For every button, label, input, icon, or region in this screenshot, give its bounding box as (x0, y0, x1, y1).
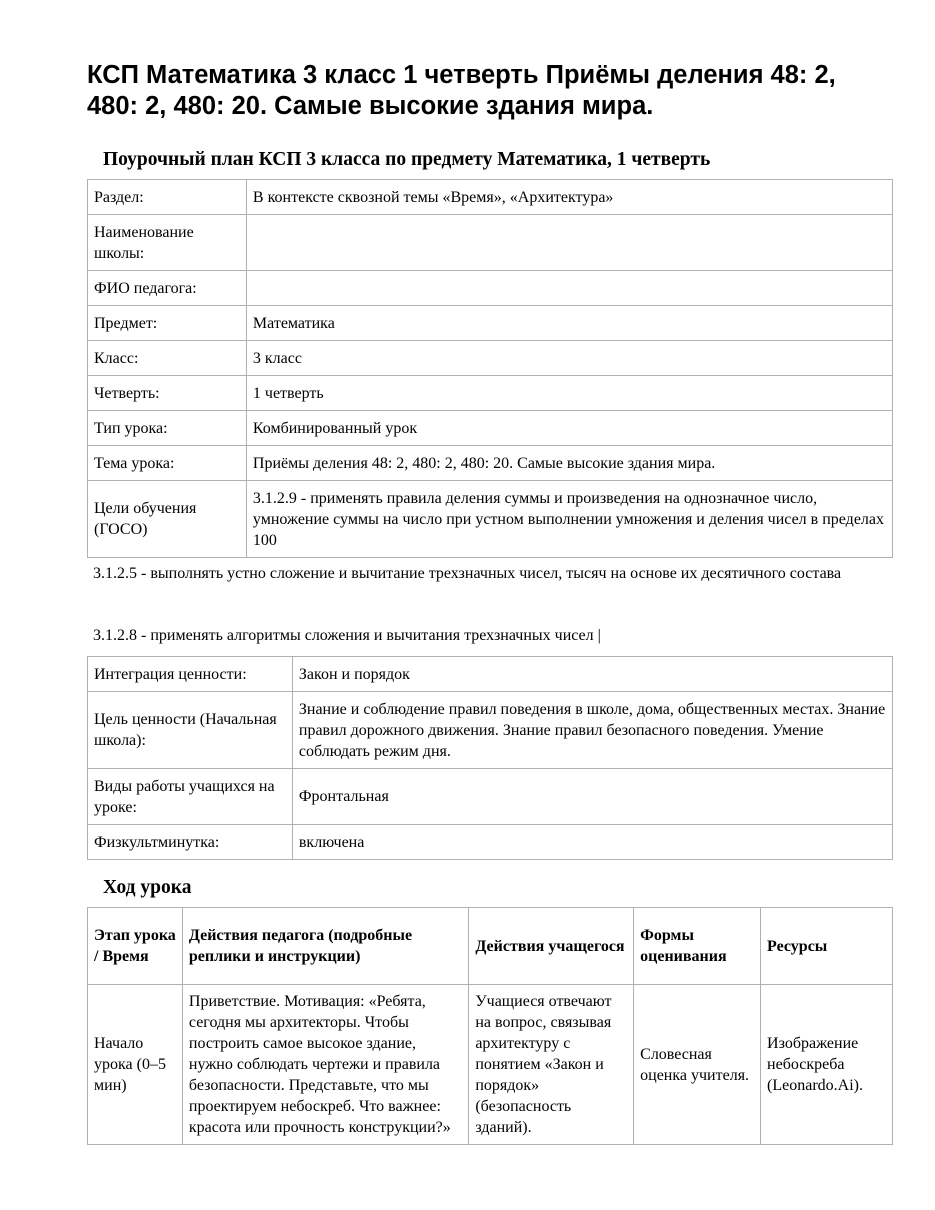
objective-text: 3.1.2.5 - выполнять устно сложение и вычитание трехзначных чисел, тысяч на основе их десятичного состава (93, 565, 842, 582)
info-value: 1 четверть (246, 376, 892, 411)
values-value: включена (292, 825, 892, 860)
info-value: В контексте сквозной темы «Время», «Архитектура» (246, 180, 892, 215)
info-row-subject (88, 306, 893, 341)
info-label: Наименование школы: (88, 215, 247, 271)
column-header: Ресурсы (761, 908, 893, 985)
info-value: Приёмы деления 48: 2, 480: 2, 480: 20. Самые высокие здания мира. (246, 446, 892, 481)
info-value: 3.1.2.9 - применять правила деления суммы и произведения на однозначное число, умножение суммы на число при устном выполнении умножения и деления чисел в пределах 100 (246, 481, 892, 558)
info-value: Математика (246, 306, 892, 341)
table-row (88, 985, 893, 1145)
info-value: 3 класс (246, 341, 892, 376)
info-row-topic (88, 446, 893, 481)
values-label: Виды работы учащихся на уроке: (88, 769, 293, 825)
info-value: Комбинированный урок (246, 411, 892, 446)
info-label: ФИО педагога: (88, 271, 247, 306)
lesson-table (87, 907, 893, 1145)
column-header: Действия учащегося (469, 908, 634, 985)
values-row-work-types (88, 769, 893, 825)
column-header: Этап урока / Время (88, 908, 183, 985)
table-cell: Приветствие. Мотивация: «Ребята, сегодня мы архитекторы. Чтобы построить самое высокое здание, нужно соблюдать чертежи и правила безопасности. Представьте, что мы проектируем небоскреб. Что важнее: красота или прочность конструкции?» (182, 985, 468, 1145)
info-row-school (88, 215, 893, 271)
table-cell: Словесная оценка учителя. (634, 985, 761, 1145)
column-header: Действия педагога (подробные реплики и инструкции) (182, 908, 468, 985)
info-table (87, 179, 893, 558)
values-label: Физкультминутка: (88, 825, 293, 860)
values-label: Интеграция ценности: (88, 657, 293, 692)
info-row-quarter (88, 376, 893, 411)
info-row-objectives (88, 481, 893, 558)
info-row-section (88, 180, 893, 215)
table-cell: Изображение небоскреба (Leonardo.Ai). (761, 985, 893, 1145)
plan-heading: Поурочный план КСП 3 класса по предмету Математика, 1 четверть (103, 149, 711, 170)
table-cell: Учащиеся отвечают на вопрос, связывая архитектуру с понятием «Закон и порядок» (безопасность зданий). (469, 985, 634, 1145)
values-row-goal (88, 692, 893, 769)
table-cell: Начало урока (0–5 мин) (88, 985, 183, 1145)
values-table (87, 656, 893, 860)
objective-text: 3.1.2.8 - применять алгоритмы сложения и вычитания трехзначных чисел | (93, 627, 601, 644)
info-row-teacher (88, 271, 893, 306)
values-value: Закон и порядок (292, 657, 892, 692)
values-row-physical (88, 825, 893, 860)
info-row-lesson-type (88, 411, 893, 446)
info-value (246, 215, 892, 271)
values-row-integration (88, 657, 893, 692)
values-value: Фронтальная (292, 769, 892, 825)
info-label: Предмет: (88, 306, 247, 341)
info-label: Тема урока: (88, 446, 247, 481)
page-title: КСП Математика 3 класс 1 четверть Приёмы деления 48: 2, 480: 2, 480: 20. Самые высокие здания мира. (87, 61, 836, 120)
info-label: Цели обучения (ГОСО) (88, 481, 247, 558)
info-label: Тип урока: (88, 411, 247, 446)
info-label: Четверть: (88, 376, 247, 411)
info-value (246, 271, 892, 306)
info-label: Раздел: (88, 180, 247, 215)
info-row-grade (88, 341, 893, 376)
lesson-heading: Ход урока (103, 877, 192, 898)
values-label: Цель ценности (Начальная школа): (88, 692, 293, 769)
lesson-header-row (88, 908, 893, 985)
column-header: Формы оценивания (634, 908, 761, 985)
info-label: Класс: (88, 341, 247, 376)
values-value: Знание и соблюдение правил поведения в школе, дома, общественных местах. Знание правил дорожного движения. Знание правил безопасного поведения. Умение соблюдать режим дня. (292, 692, 892, 769)
